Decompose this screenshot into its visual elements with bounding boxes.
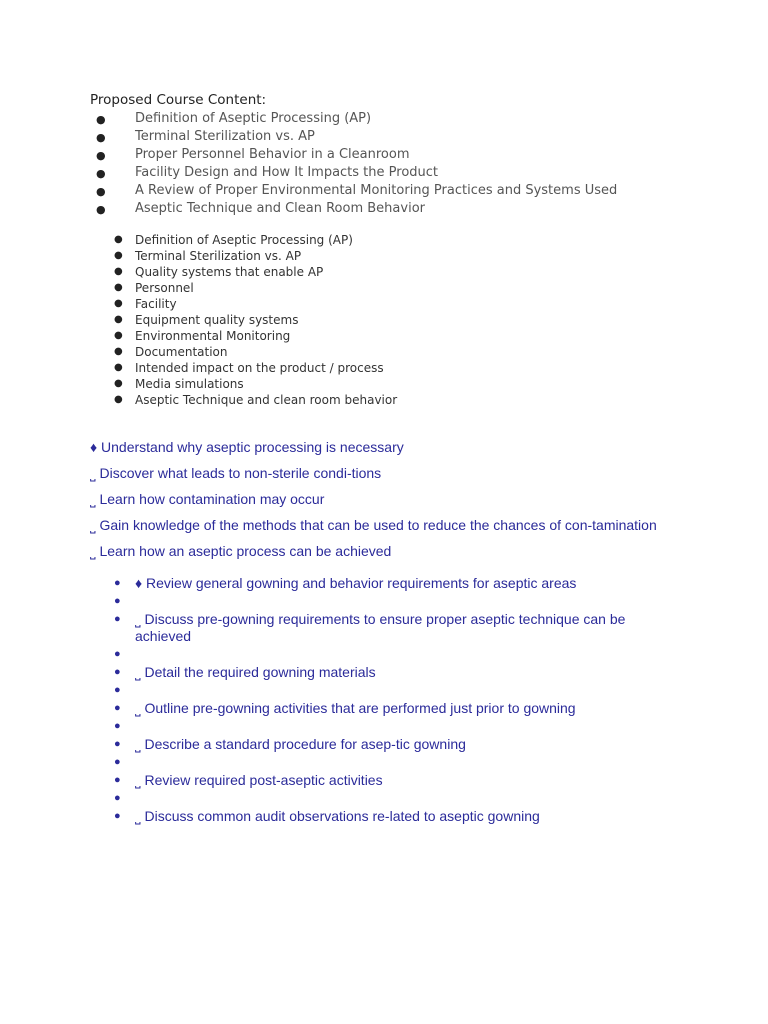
bullet-icon: ● bbox=[114, 314, 123, 325]
list-item: ● ⎵ Outline pre-gowning activities that are performed just prior to gowning bbox=[114, 700, 576, 716]
objective-line: ♦ Understand why aseptic processing is necessary bbox=[90, 439, 404, 455]
list-item: ● Personnel bbox=[114, 281, 194, 295]
list-item: ● Quality systems that enable AP bbox=[114, 265, 324, 279]
list-item: ● ⎵ Detail the required gowning materials bbox=[114, 664, 376, 680]
list-item bbox=[0, 682, 768, 700]
bullet-icon: ● bbox=[114, 702, 121, 714]
list-item bbox=[0, 790, 768, 808]
bullet-icon: ● bbox=[114, 684, 121, 696]
gowning-list bbox=[0, 575, 768, 826]
topic-list bbox=[0, 233, 768, 409]
bullet-icon: ● bbox=[114, 234, 123, 245]
list-item: ● Aseptic Technique and clean room behavior bbox=[114, 393, 398, 407]
list-item: ● Environmental Monitoring bbox=[114, 329, 291, 343]
objective-line: ⎵ Gain knowledge of the methods that can be used to reduce the chances of con-tamination bbox=[90, 517, 657, 533]
bullet-icon: ● bbox=[114, 346, 123, 357]
list-item: ● Facility Design and How It Impacts the Product bbox=[96, 165, 439, 180]
bullet-icon: ● bbox=[114, 577, 121, 589]
list-item: ● ⎵ Discuss common audit observations re-lated to aseptic gowning bbox=[114, 808, 540, 824]
bullet-icon: ● bbox=[114, 720, 121, 732]
bullet-icon: ● bbox=[114, 810, 121, 822]
bullet-icon: ● bbox=[114, 330, 123, 341]
bullet-icon: ● bbox=[114, 613, 121, 625]
bullet-icon: ● bbox=[114, 666, 121, 678]
list-item bbox=[0, 646, 768, 664]
bullet-icon: ● bbox=[114, 378, 123, 389]
bullet-icon: ● bbox=[96, 131, 106, 144]
objective-line: ⎵ Discover what leads to non-sterile condi-tions bbox=[90, 465, 382, 481]
list-item: ● A Review of Proper Environmental Monitoring Practices and Systems Used bbox=[96, 183, 618, 198]
list-item: ● ⎵ Review required post-aseptic activities bbox=[114, 772, 383, 788]
bullet-icon: ● bbox=[114, 298, 123, 309]
bullet-icon: ● bbox=[114, 792, 121, 804]
list-item: ● Facility bbox=[114, 297, 177, 311]
bullet-icon: ● bbox=[96, 185, 106, 198]
objective-line: ⎵ Learn how contamination may occur bbox=[90, 491, 325, 507]
list-item: ● Media simulations bbox=[114, 377, 244, 391]
list-item: ● ⎵ Discuss pre-gowning requirements to ensure proper aseptic technique can be achieved bbox=[114, 611, 626, 644]
list-item: ● Documentation bbox=[114, 345, 228, 359]
list-item bbox=[0, 754, 768, 772]
list-item: ● Equipment quality systems bbox=[114, 313, 299, 327]
list-item: ● Intended impact on the product / process bbox=[114, 361, 384, 375]
bullet-icon: ● bbox=[114, 774, 121, 786]
bullet-icon: ● bbox=[114, 394, 123, 405]
bullet-icon: ● bbox=[96, 167, 106, 180]
bullet-icon: ● bbox=[96, 113, 106, 126]
list-item: ● Terminal Sterilization vs. AP bbox=[96, 129, 315, 144]
bullet-icon: ● bbox=[114, 738, 121, 750]
objective-line: ⎵ Learn how an aseptic process can be achieved bbox=[90, 543, 392, 559]
bullet-icon: ● bbox=[114, 266, 123, 277]
list-item: ● Definition of Aseptic Processing (AP) bbox=[96, 111, 372, 126]
list-item bbox=[0, 718, 768, 736]
bullet-icon: ● bbox=[114, 250, 123, 261]
list-item: ● ♦ Review general gowning and behavior requirements for aseptic areas bbox=[114, 575, 577, 591]
list-item: ● Aseptic Technique and Clean Room Behavior bbox=[96, 201, 425, 216]
bullet-icon: ● bbox=[114, 595, 121, 607]
section-heading: Proposed Course Content: bbox=[90, 92, 267, 108]
bullet-icon: ● bbox=[114, 362, 123, 373]
bullet-icon: ● bbox=[114, 648, 121, 660]
list-item bbox=[0, 593, 768, 611]
list-item: ● Definition of Aseptic Processing (AP) bbox=[114, 233, 353, 247]
course-content-list bbox=[0, 111, 768, 219]
list-item: ● Terminal Sterilization vs. AP bbox=[114, 249, 302, 263]
bullet-icon: ● bbox=[96, 149, 106, 162]
bullet-icon: ● bbox=[114, 756, 121, 768]
list-item: ● Proper Personnel Behavior in a Cleanroom bbox=[96, 147, 410, 162]
bullet-icon: ● bbox=[114, 282, 123, 293]
bullet-icon: ● bbox=[96, 203, 106, 216]
list-item: ● ⎵ Describe a standard procedure for asep-tic gowning bbox=[114, 736, 466, 752]
objectives-block bbox=[90, 439, 750, 569]
